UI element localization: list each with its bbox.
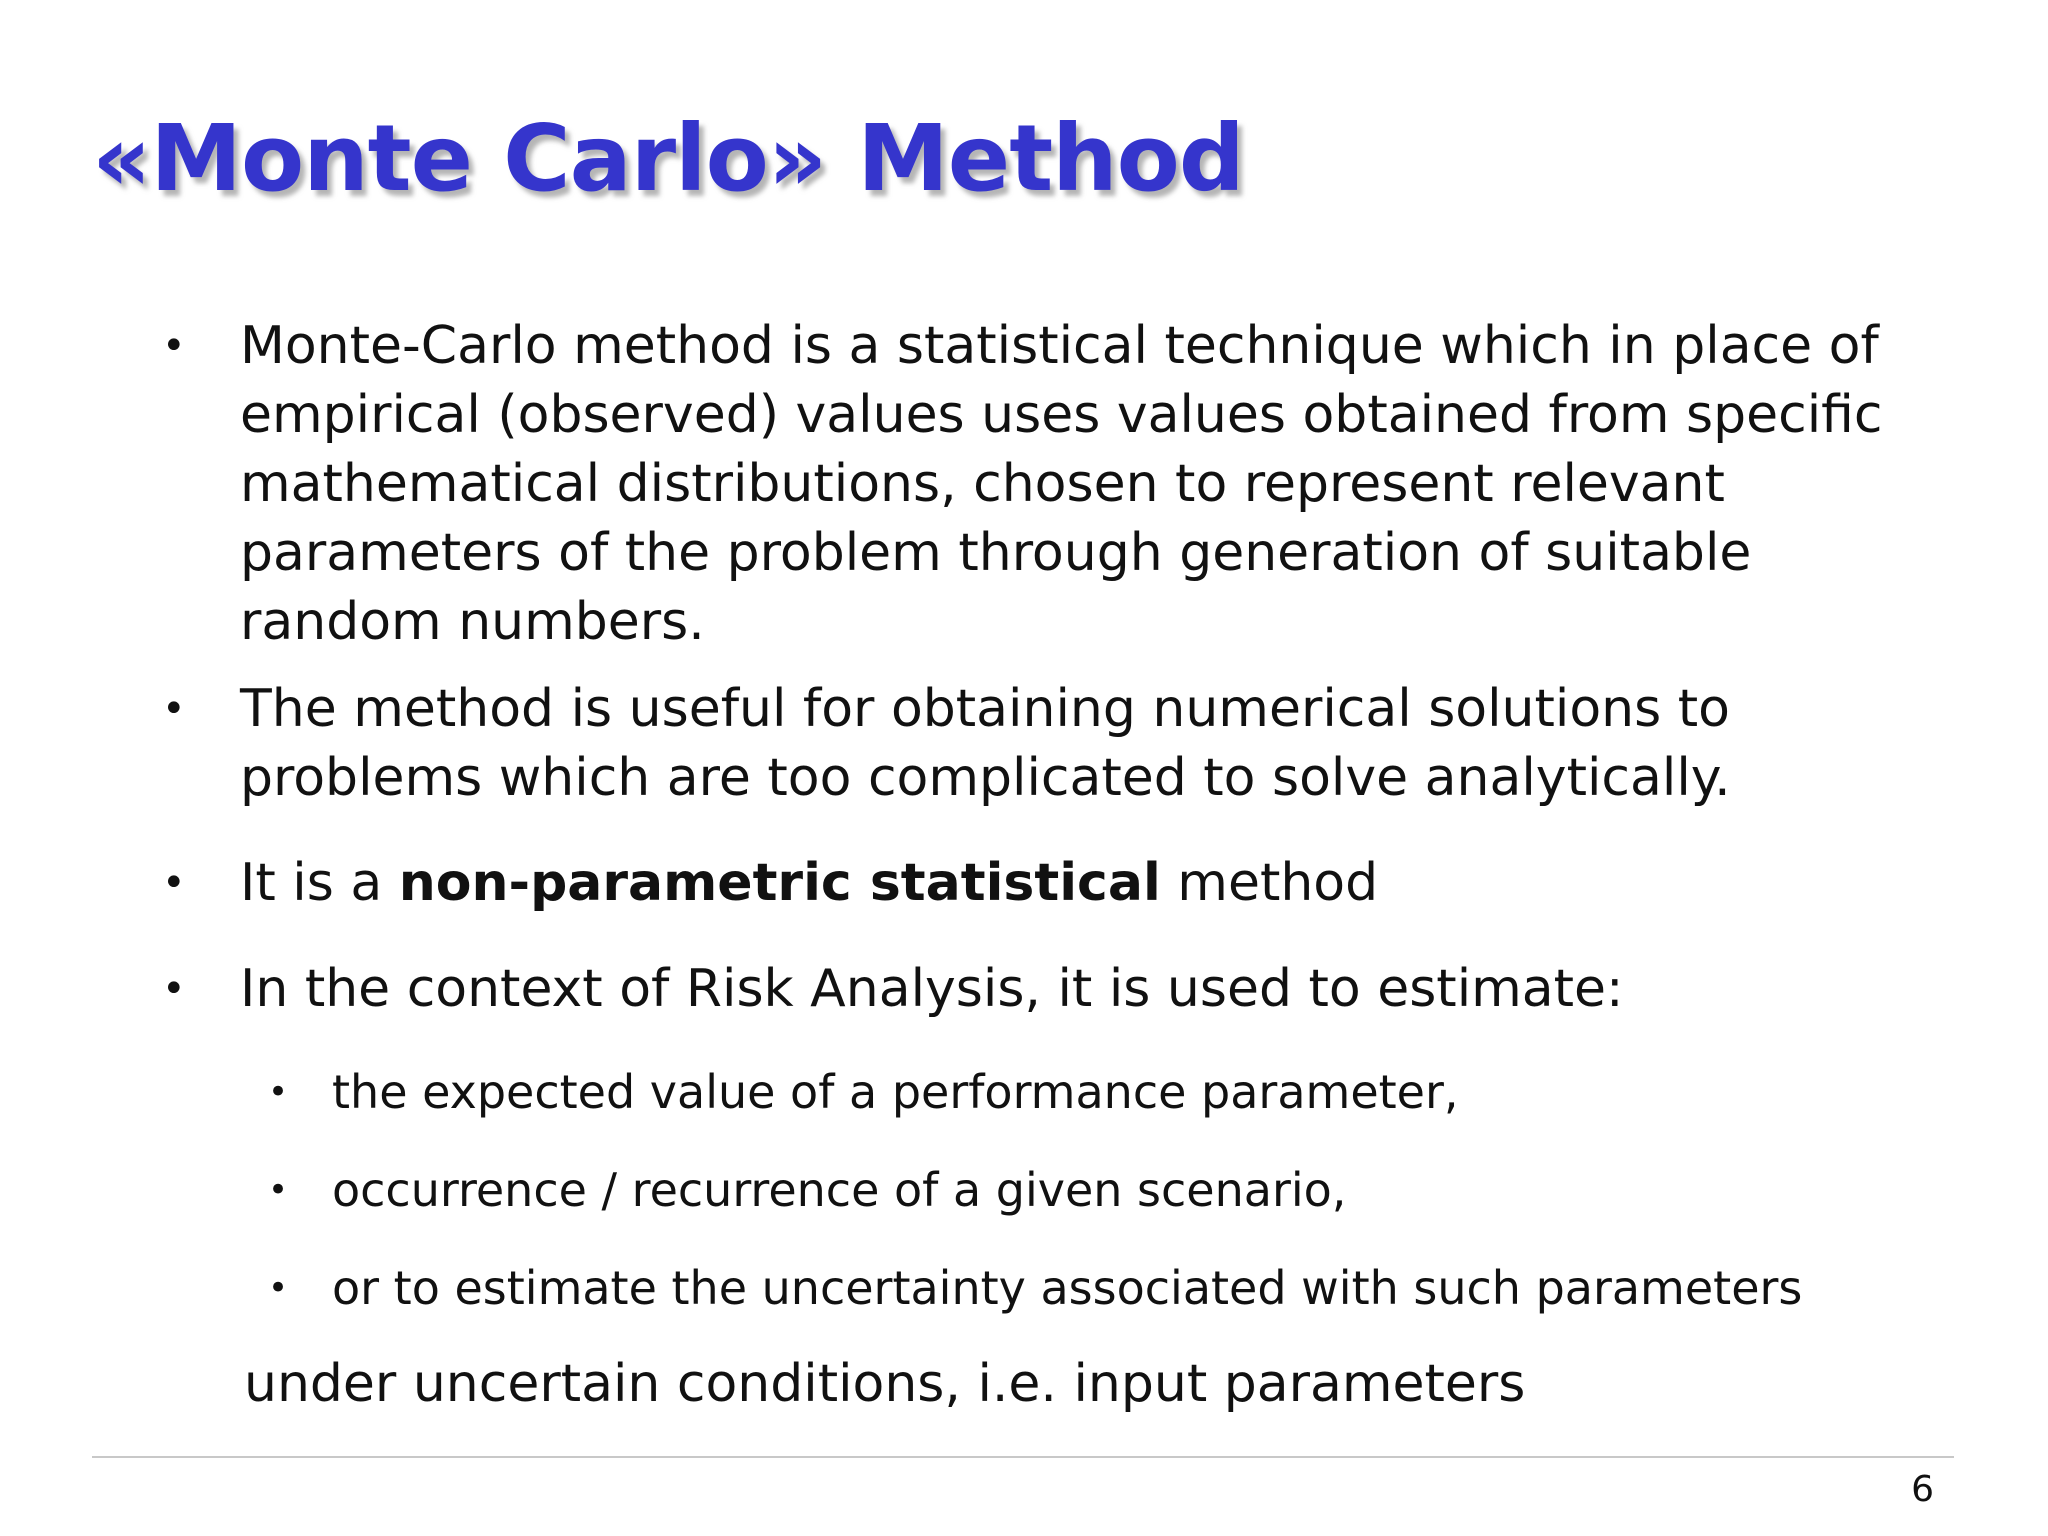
sub-bullet-marker: •	[268, 1268, 289, 1308]
bullet-text-suffix: method	[1160, 853, 1379, 913]
bullet-marker: •	[162, 323, 186, 369]
slide-title: «Monte Carlo» Method	[92, 105, 1244, 212]
bullet-text-bold: non-parametric statistical	[398, 853, 1161, 913]
bullet-marker: •	[162, 686, 186, 732]
bullet-marker: •	[162, 966, 186, 1012]
bullet-text	[240, 849, 1890, 918]
sub-bullet-marker: •	[268, 1072, 289, 1112]
bullet-text: In the context of Risk Analysis, it is used to estimate:	[240, 959, 1624, 1019]
sub-bullet-text: or to estimate the uncertainty associated with such parameters	[332, 1261, 1803, 1315]
page-number: 6	[1911, 1469, 1934, 1510]
sub-bullet-text: occurrence / recurrence of a given scenario,	[332, 1163, 1347, 1217]
footer-divider	[92, 1456, 1954, 1458]
trailing-text: under uncertain conditions, i.e. input parameters	[244, 1354, 1526, 1414]
bullet-text-prefix: It is a	[240, 853, 399, 913]
bullet-text: Monte-Carlo method is a statistical technique which in place of empirical (observed) values uses values obtained from specific mathematical distributions, chosen to represent relevant parameters of the problem through generation of suitable random numbers.	[240, 316, 1883, 652]
bullet-text: The method is useful for obtaining numerical solutions to problems which are too complicated to solve analytically.	[240, 679, 1731, 808]
sub-bullet-marker: •	[268, 1170, 289, 1210]
bullet-marker: •	[162, 860, 186, 906]
sub-bullet-text: the expected value of a performance parameter,	[332, 1065, 1459, 1119]
